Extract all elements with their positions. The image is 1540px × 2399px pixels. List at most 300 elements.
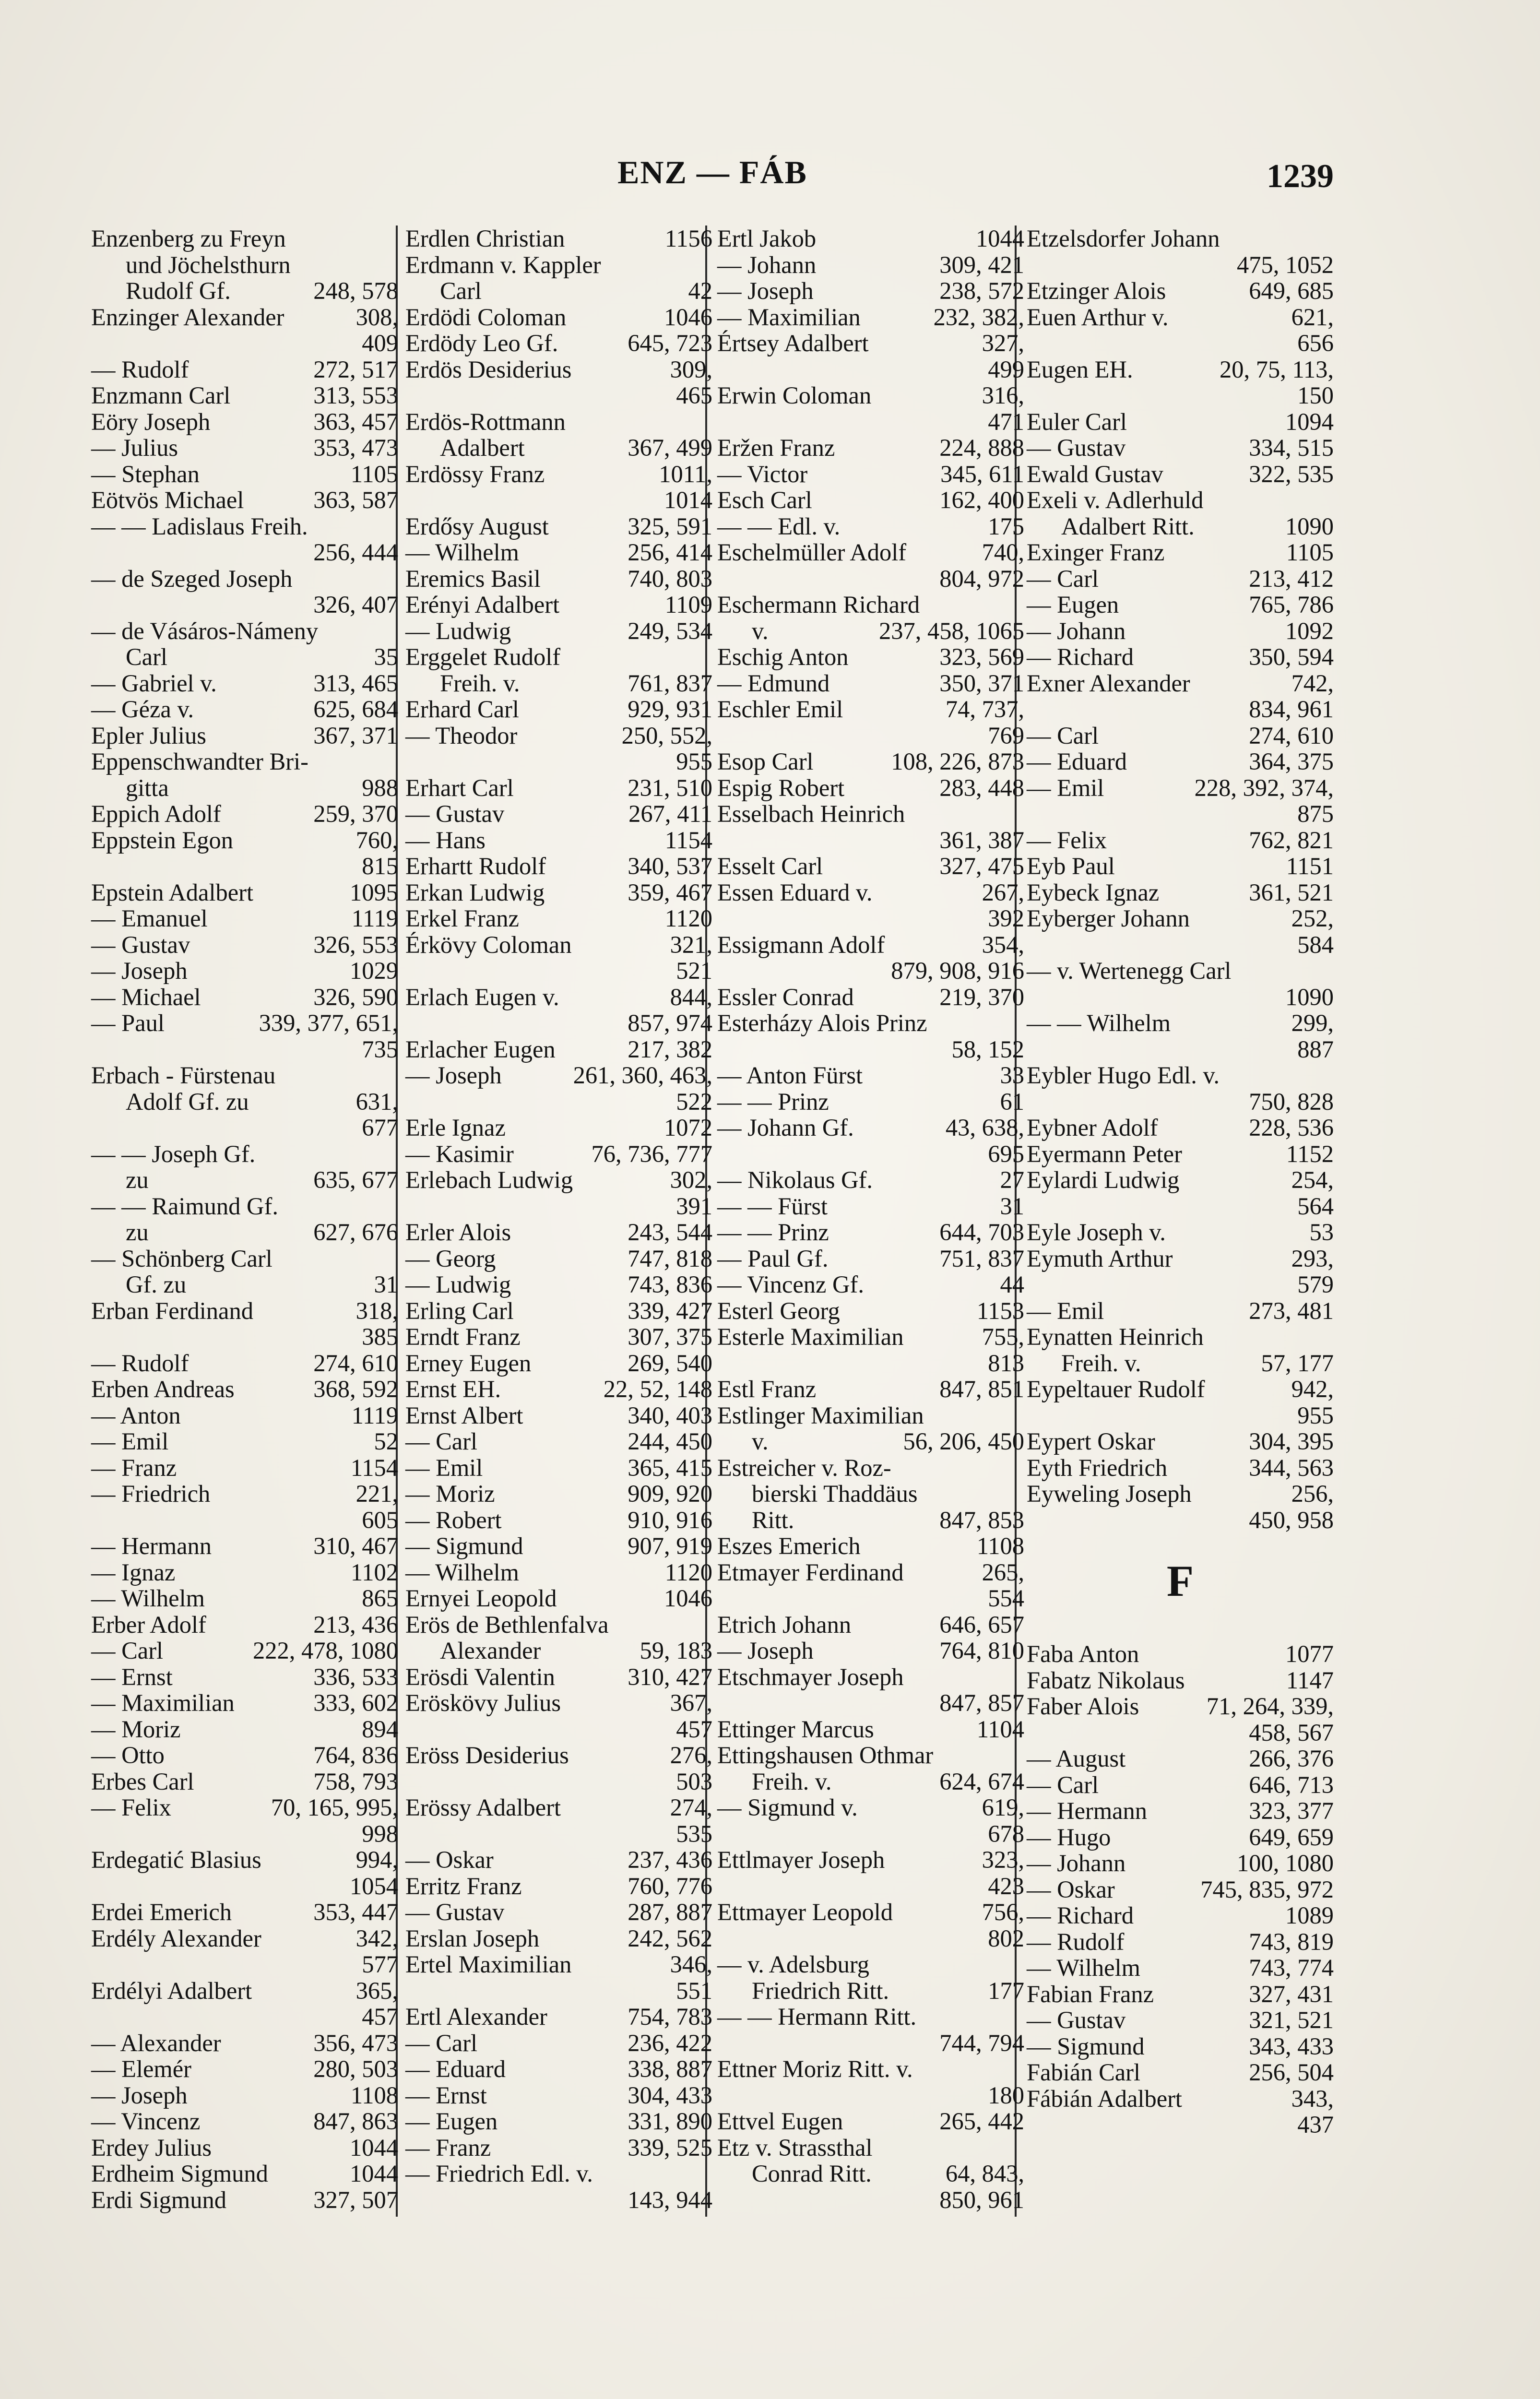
entry-name: — Moriz [405, 1480, 495, 1507]
index-entry [405, 1428, 712, 1455]
entry-name: Fabatz Nikolaus [1027, 1666, 1185, 1694]
entry-pages: 307, 375 [628, 1323, 712, 1350]
entry-name: Erdősy August [405, 512, 549, 540]
index-entry [91, 1246, 398, 1272]
index-entry [405, 801, 712, 827]
entry-name: Erdély Alexander [91, 1924, 261, 1952]
entry-pages: 624, 674 [939, 1768, 1024, 1795]
entry-pages-continued: 887 [1297, 1035, 1334, 1063]
index-entry [91, 252, 398, 278]
index-entry [405, 1533, 712, 1559]
entry-pages: 248, 578 [313, 277, 398, 304]
index-entry [1027, 2086, 1334, 2138]
entry-pages-continued: 605 [362, 1506, 398, 1533]
index-entry [405, 1742, 712, 1794]
entry-name: — Richard [1027, 643, 1134, 670]
entry-pages: 764, 836 [313, 1742, 398, 1769]
index-entry [405, 1794, 712, 1847]
index-entry [405, 2056, 712, 2082]
entry-name: Érkövy Coloman [405, 931, 572, 958]
index-entry [405, 513, 712, 540]
entry-name: Erényi Adalbert [405, 591, 560, 618]
entry-name: — Victor [717, 460, 808, 487]
entry-pages-continued: 457 [362, 2003, 398, 2030]
entry-pages: 363, 457 [313, 408, 398, 435]
index-entry [1027, 487, 1334, 513]
index-entry [1027, 2059, 1334, 2086]
entry-pages: 242, 562 [628, 1924, 712, 1952]
entry-pages: 53 [1309, 1219, 1334, 1246]
entry-name: Esop Carl [717, 748, 814, 775]
entry-pages: 1089 [1285, 1902, 1334, 1929]
entry-pages: 894 [362, 1715, 398, 1743]
index-entry [91, 1350, 398, 1377]
index-entry [405, 356, 712, 409]
entry-name: Freih. v. [752, 1768, 832, 1795]
entry-name: Erdei Emerich [91, 1899, 232, 1925]
entry-pages-continued: 879, 908, 916 [891, 957, 1024, 984]
entry-pages: 293, [1291, 1245, 1334, 1272]
entry-pages-continued: 769 [988, 722, 1024, 749]
entry-name: Exner Alexander [1027, 669, 1190, 697]
index-entry [91, 1271, 398, 1298]
entry-name: Eylardi Ludwig [1027, 1166, 1180, 1193]
index-column-3 [717, 226, 1024, 2213]
entry-pages: 354, [982, 931, 1024, 958]
index-entry [405, 879, 712, 906]
entry-name: Fabián Carl [1027, 2059, 1141, 2086]
entry-name: Esterházy Alois Prinz [717, 1009, 927, 1036]
index-entry [717, 2135, 1024, 2161]
entry-name: Eyle Joseph v. [1027, 1219, 1166, 1246]
entry-pages: 309, [670, 356, 712, 383]
entry-name: — Eugen [405, 2108, 498, 2135]
entry-pages: 274, 610 [313, 1349, 398, 1377]
entry-pages: 747, 818 [628, 1245, 712, 1272]
entry-name: — Rudolf [91, 1349, 189, 1377]
entry-pages: 847, 851 [939, 1376, 1024, 1402]
entry-pages: 238, 572 [939, 277, 1024, 304]
index-entry [717, 2161, 1024, 2213]
entry-name: — Johann Gf. [717, 1114, 854, 1141]
entry-name: Értsey Adalbert [717, 330, 869, 356]
entry-pages: 367, 371 [313, 722, 398, 749]
index-entry [91, 278, 398, 304]
index-entry [91, 2082, 398, 2109]
index-entry [91, 827, 398, 879]
index-entry [717, 932, 1024, 984]
entry-name: — Gustav [1027, 434, 1126, 461]
entry-name: Eschler Emil [717, 696, 843, 723]
entry-name: Eyweling Joseph [1027, 1480, 1192, 1507]
entry-pages-continued: 998 [362, 1820, 398, 1847]
index-entry [1027, 1324, 1334, 1350]
entry-name: Esterl Georg [717, 1297, 840, 1324]
index-entry [717, 644, 1024, 670]
index-entry [405, 1507, 712, 1533]
index-entry [717, 1089, 1024, 1115]
entry-pages-continued: 391 [676, 1192, 712, 1220]
entry-pages-continued: 409 [362, 330, 398, 356]
index-entry [405, 1664, 712, 1690]
entry-name: — Emil [405, 1454, 483, 1481]
entry-pages: 350, 371 [939, 669, 1024, 697]
index-entry [717, 1847, 1024, 1899]
index-entry [717, 226, 1024, 252]
entry-pages: 356, 473 [313, 2029, 398, 2056]
entry-name: Erdi Sigmund [91, 2186, 226, 2213]
index-entry [1027, 1667, 1334, 1694]
index-entry [1027, 827, 1334, 854]
entry-pages: 765, 786 [1249, 591, 1334, 618]
entry-pages: 52 [374, 1428, 398, 1455]
index-entry [1027, 435, 1334, 461]
entry-name: Exinger Franz [1027, 539, 1165, 566]
entry-pages: 265, [982, 1558, 1024, 1586]
entry-pages: 302, [670, 1166, 712, 1193]
entry-name: Faba Anton [1027, 1640, 1139, 1667]
entry-name: — Eugen [1027, 591, 1119, 618]
index-entry [405, 2108, 712, 2135]
entry-pages: 350, 594 [1249, 643, 1334, 670]
entry-name: und Jöchelsthurn [126, 251, 291, 278]
entry-pages-continued: 143, 944 [628, 2186, 712, 2213]
index-entry [1027, 853, 1334, 879]
entry-name: Rudolf Gf. [126, 277, 231, 304]
index-entry [91, 1089, 398, 1141]
entry-pages: 1154 [350, 1454, 398, 1481]
entry-pages: 108, 226, 873 [891, 748, 1024, 775]
index-entry [1027, 1902, 1334, 1929]
index-entry [91, 461, 398, 487]
entry-pages-continued: 150 [1297, 382, 1334, 409]
index-entry [1027, 1772, 1334, 1798]
entry-name: Erdheim Sigmund [91, 2160, 268, 2187]
index-entry [405, 1350, 712, 1377]
entry-name: Alexander [440, 1637, 541, 1664]
index-column-4 [1027, 226, 1334, 2138]
entry-pages: 313, 465 [313, 669, 398, 697]
entry-pages: 1154 [664, 826, 712, 854]
entry-pages: 76, 736, 777 [591, 1140, 712, 1167]
index-entry [717, 461, 1024, 487]
entry-pages: 625, 684 [313, 696, 398, 723]
entry-pages: 635, 677 [313, 1166, 398, 1193]
entry-name: Erdödi Coloman [405, 303, 567, 331]
index-entry [91, 1559, 398, 1586]
index-entry [91, 748, 398, 775]
entry-name: — Friedrich Edl. v. [405, 2160, 593, 2187]
entry-pages: 224, 888 [939, 434, 1024, 461]
index-entry [717, 618, 1024, 644]
entry-name: Eschelmüller Adolf [717, 539, 907, 566]
entry-pages: 907, 919 [628, 1532, 712, 1559]
entry-pages: 343, 433 [1249, 2032, 1334, 2060]
entry-pages: 231, 510 [628, 774, 712, 801]
entry-name: — August [1027, 1745, 1126, 1772]
index-entry [405, 409, 712, 435]
index-entry [717, 330, 1024, 382]
index-entry [1027, 1876, 1334, 1903]
entry-name: — Wilhelm [405, 1558, 519, 1586]
entry-name: — Carl [1027, 565, 1099, 592]
index-entry [1027, 905, 1334, 958]
entry-pages: 631, [355, 1088, 398, 1115]
index-entry [91, 1376, 398, 1402]
entry-name: — Johann [717, 251, 817, 278]
entry-pages: 261, 360, 463, [573, 1062, 712, 1089]
entry-name: Fabian Franz [1027, 1980, 1154, 2007]
entry-name: — Franz [405, 2134, 491, 2161]
entry-pages: 1046 [664, 303, 712, 331]
entry-pages-continued: 815 [362, 853, 398, 879]
index-entry [1027, 278, 1334, 304]
entry-name: Eymuth Arthur [1027, 1245, 1173, 1272]
index-entry [91, 1664, 398, 1690]
entry-name: Eypert Oskar [1027, 1428, 1155, 1455]
entry-pages: 762, 821 [1249, 826, 1334, 854]
entry-name: — Joseph [405, 1062, 502, 1089]
index-entry [405, 853, 712, 879]
entry-name: Exeli v. Adlerhuld [1027, 487, 1204, 513]
entry-pages: 761, 837 [628, 669, 712, 697]
index-entry [405, 304, 712, 331]
entry-pages: 760, 776 [628, 1872, 712, 1900]
entry-name: Enzenberg zu Freyn [91, 225, 286, 252]
entry-name: Etzelsdorfer Johann [1027, 225, 1220, 252]
entry-pages: 644, 703 [939, 1219, 1024, 1246]
entry-pages-continued: 695 [988, 1140, 1024, 1167]
index-entry [717, 670, 1024, 697]
entry-pages-continued: 802 [988, 1924, 1024, 1952]
index-entry [1027, 592, 1334, 618]
entry-pages: 64, 843, [945, 2160, 1024, 2187]
entry-name: — Oskar [405, 1846, 494, 1873]
index-entry [405, 435, 712, 461]
entry-pages: 1108 [350, 2081, 398, 2109]
index-entry [717, 1559, 1024, 1612]
entry-pages-continued: 1014 [664, 487, 712, 513]
entry-name: — Carl [91, 1637, 164, 1664]
entry-pages: 237, 458, 1065 [879, 617, 1024, 644]
entry-pages-continued: 804, 972 [939, 565, 1024, 592]
entry-name: Eremics Basil [405, 565, 541, 592]
entry-name: Ernyei Leopold [405, 1585, 557, 1612]
entry-pages: 331, 890 [628, 2108, 712, 2135]
entry-name: Ritt. [752, 1506, 794, 1533]
entry-pages: 645, 723 [628, 330, 712, 356]
entry-pages: 31 [1000, 1192, 1024, 1220]
index-entry [1027, 513, 1334, 540]
entry-pages: 318, [355, 1297, 398, 1324]
index-entry [405, 905, 712, 932]
entry-name: Eröss Desiderius [405, 1742, 569, 1769]
entry-name: Eszes Emerich [717, 1532, 861, 1559]
index-entry [1027, 1746, 1334, 1772]
entry-name: Erlacher Eugen [405, 1035, 556, 1063]
entry-name: — Paul [91, 1009, 165, 1036]
entry-name: — Gustav [405, 800, 505, 827]
entry-name: Erkan Ludwig [405, 879, 545, 906]
entry-name: Estl Franz [717, 1376, 817, 1402]
entry-name: Etschmayer Joseph [717, 1663, 904, 1690]
entry-pages: 309, 421 [939, 251, 1024, 278]
entry-name: Erös de Bethlenfalva [405, 1611, 609, 1638]
entry-pages: 361, 521 [1249, 879, 1334, 906]
entry-pages: 847, 853 [939, 1506, 1024, 1533]
entry-pages: 267, 411 [628, 800, 712, 827]
page-number: 1239 [1267, 158, 1334, 195]
entry-name: Eppenschwandter Bri- [91, 748, 308, 775]
entry-pages-continued: 499 [988, 356, 1024, 383]
index-entry [717, 1455, 1024, 1481]
index-entry [405, 2030, 712, 2056]
entry-name: — Kasimir [405, 1140, 514, 1167]
index-entry [91, 513, 398, 566]
index-entry [405, 1141, 712, 1167]
entry-name: Erdös-Rottmann [405, 408, 566, 435]
entry-name: — Stephan [91, 460, 200, 487]
entry-pages: 368, 592 [313, 1376, 398, 1402]
entry-pages: 269, 540 [628, 1349, 712, 1377]
entry-name: Ertl Jakob [717, 225, 817, 252]
index-entry [91, 1899, 398, 1925]
index-entry [91, 1428, 398, 1455]
entry-name: — Hans [405, 826, 486, 854]
index-entry [717, 252, 1024, 278]
section-letter: F [1166, 1556, 1194, 1605]
index-entry [717, 1167, 1024, 1193]
index-entry [717, 2004, 1024, 2056]
entry-pages: 1120 [664, 905, 712, 932]
index-entry [1027, 1798, 1334, 1824]
entry-pages: 1092 [1285, 617, 1334, 644]
entry-name: Erler Alois [405, 1219, 511, 1246]
entry-name: Etz v. Strassthal [717, 2134, 873, 2161]
index-entry [1027, 1850, 1334, 1876]
entry-pages-continued: 1054 [350, 1872, 398, 1900]
index-entry [717, 1219, 1024, 1246]
entry-pages: 276, [670, 1742, 712, 1769]
entry-pages: 274, 610 [1249, 722, 1334, 749]
entry-pages: 61 [1000, 1088, 1024, 1115]
entry-name: Erben Andreas [91, 1376, 235, 1402]
entry-pages: 327, [982, 330, 1024, 356]
entry-pages-continued: 180 [988, 2081, 1024, 2109]
entry-pages: 299, [1291, 1009, 1334, 1036]
entry-pages: 213, 436 [313, 1611, 398, 1638]
index-entry [91, 356, 398, 383]
index-entry [405, 1246, 712, 1272]
entry-pages: 213, 412 [1249, 565, 1334, 592]
entry-pages: 273, 481 [1249, 1297, 1334, 1324]
entry-name: v. [752, 1428, 769, 1455]
entry-name: — Maximilian [717, 303, 861, 331]
entry-name: — de Vásáros-Námeny [91, 617, 319, 644]
entry-pages-continued: 521 [676, 957, 712, 984]
index-entry [91, 1612, 398, 1638]
entry-name: Eröskövy Julius [405, 1689, 561, 1716]
index-entry [717, 1298, 1024, 1324]
entry-name: — Emanuel [91, 905, 208, 932]
entry-pages: 339, 525 [628, 2134, 712, 2161]
index-entry [1027, 775, 1334, 827]
index-entry [405, 2161, 712, 2213]
index-entry [1027, 1693, 1334, 1746]
entry-pages: 71, 264, 339, [1206, 1693, 1334, 1720]
entry-name: — Johann [1027, 1850, 1126, 1876]
index-entry [405, 1925, 712, 1952]
entry-pages: 323, [982, 1846, 1024, 1873]
entry-name: Eyberger Johann [1027, 905, 1190, 932]
entry-pages: 325, 591 [628, 512, 712, 540]
entry-name: Gf. zu [126, 1271, 187, 1298]
entry-pages-continued: 955 [676, 748, 712, 775]
entry-pages: 755, [982, 1323, 1024, 1350]
index-entry [405, 278, 712, 304]
entry-pages: 756, [982, 1899, 1024, 1925]
entry-name: Erlach Eugen v. [405, 983, 559, 1010]
index-entry [405, 1612, 712, 1638]
index-entry [91, 1167, 398, 1193]
index-entry [717, 539, 1024, 592]
entry-pages: 327, 507 [313, 2186, 398, 2213]
entry-pages-continued: 656 [1297, 330, 1334, 356]
entry-pages-continued: 834, 961 [1249, 696, 1334, 723]
index-entry [717, 278, 1024, 304]
entry-name: — Carl [1027, 1771, 1099, 1798]
entry-pages: 751, 837 [939, 1245, 1024, 1272]
entry-name: — Rudolf [1027, 1928, 1125, 1955]
entry-pages: 760, [355, 826, 398, 854]
index-entry [405, 592, 712, 618]
index-entry [717, 1899, 1024, 1951]
index-entry [91, 1847, 398, 1899]
index-entry [717, 1481, 1024, 1507]
index-entry [91, 2030, 398, 2056]
entry-name: Adolf Gf. zu [126, 1088, 249, 1115]
entry-name: — Wilhelm [91, 1585, 205, 1612]
entry-name: — Otto [91, 1742, 165, 1769]
running-head: ENZ — FÁB [617, 154, 807, 190]
entry-name: Esch Carl [717, 487, 812, 513]
entry-pages: 162, 400 [939, 487, 1024, 513]
entry-name: Epstein Adalbert [91, 879, 253, 906]
index-entry [405, 1324, 712, 1350]
entry-name: — Anton Fürst [717, 1062, 863, 1089]
index-entry [91, 382, 398, 409]
index-entry [717, 1978, 1024, 2004]
entry-pages-continued: 465 [676, 382, 712, 409]
index-entry [405, 2135, 712, 2161]
entry-pages: 254, [1291, 1166, 1334, 1193]
index-entry [405, 618, 712, 644]
entry-pages-continued: 813 [988, 1349, 1024, 1377]
entry-pages: 1109 [664, 591, 712, 618]
entry-name: bierski Thaddäus [752, 1480, 918, 1507]
entry-pages: 267, [982, 879, 1024, 906]
entry-name: — Gustav [1027, 2007, 1126, 2033]
index-entry [91, 2056, 398, 2082]
index-entry [91, 670, 398, 697]
entry-pages: 346, [670, 1951, 712, 1978]
entry-name: — Edmund [717, 669, 830, 697]
index-entry [1027, 461, 1334, 487]
entry-pages: 340, 403 [628, 1401, 712, 1429]
index-entry [405, 670, 712, 697]
entry-pages: 764, 810 [939, 1637, 1024, 1664]
entry-name: — — Prinz [717, 1219, 829, 1246]
